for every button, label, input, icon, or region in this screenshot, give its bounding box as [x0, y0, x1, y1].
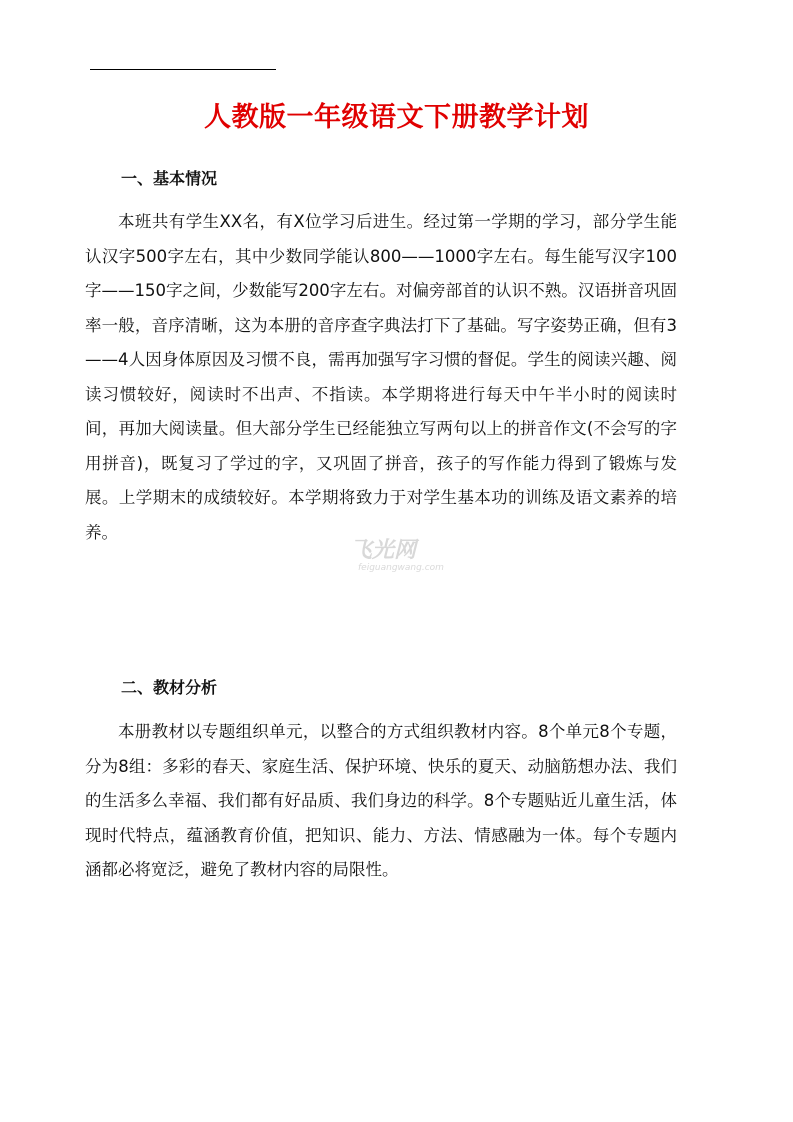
header-rule — [90, 69, 276, 70]
watermark-text-cn: 飞光网 — [350, 538, 417, 563]
section-heading-textbook-analysis: 二、教材分析 — [121, 678, 218, 697]
section-paragraph-basic-situation: 本班共有学生XX名，有X位学习后进生。经过第一学期的学习，部分学生能认汉字500字左右，其中少数同学能认800——1000字左右。每生能写汉字100字——150字之间，少数能写200字左右。对偏旁部首的认识不熟。汉语拼音巩固率一般，音序清晰，这为本册的音序查字典法打下了基础。写字姿势正确，但有3——4人因身体原因及习惯不良，需再加强写字习惯的督促。学生的阅读兴趣、阅读习惯较好，阅读时不出声、不指读。本学期将进行每天中午半小时的阅读时间，再加大阅读量。但大部分学生已经能独立写两句以上的拼音作文(不会写的字用拼音)，既复习了学过的字，又巩固了拼音，孩子的写作能力得到了锻炼与发展。上学期末的成绩较好。本学期将致力于对学生基本功的训练及语文素养的培养。 — [85, 212, 677, 542]
document-title: 人教版一年级语文下册教学计划 — [204, 102, 589, 133]
watermark-text-en: feiguangwang.com — [358, 563, 444, 573]
section-paragraph-textbook-analysis: 本册教材以专题组织单元，以整合的方式组织教材内容。8个单元8个专题，分为8组：多彩的春天、家庭生活、保护环境、快乐的夏天、动脑筋想办法、我们的生活多么幸福、我们都有好品质、我们身边的科学。8个专题贴近儿童生活，体现时代特点，蕴涵教育价值，把知识、能力、方法、情感融为一体。每个专题内涵都必将宽泛，避免了教材内容的局限性。 — [85, 722, 677, 879]
section-heading-basic-situation: 一、基本情况 — [121, 169, 218, 188]
watermark-logo — [350, 533, 460, 581]
